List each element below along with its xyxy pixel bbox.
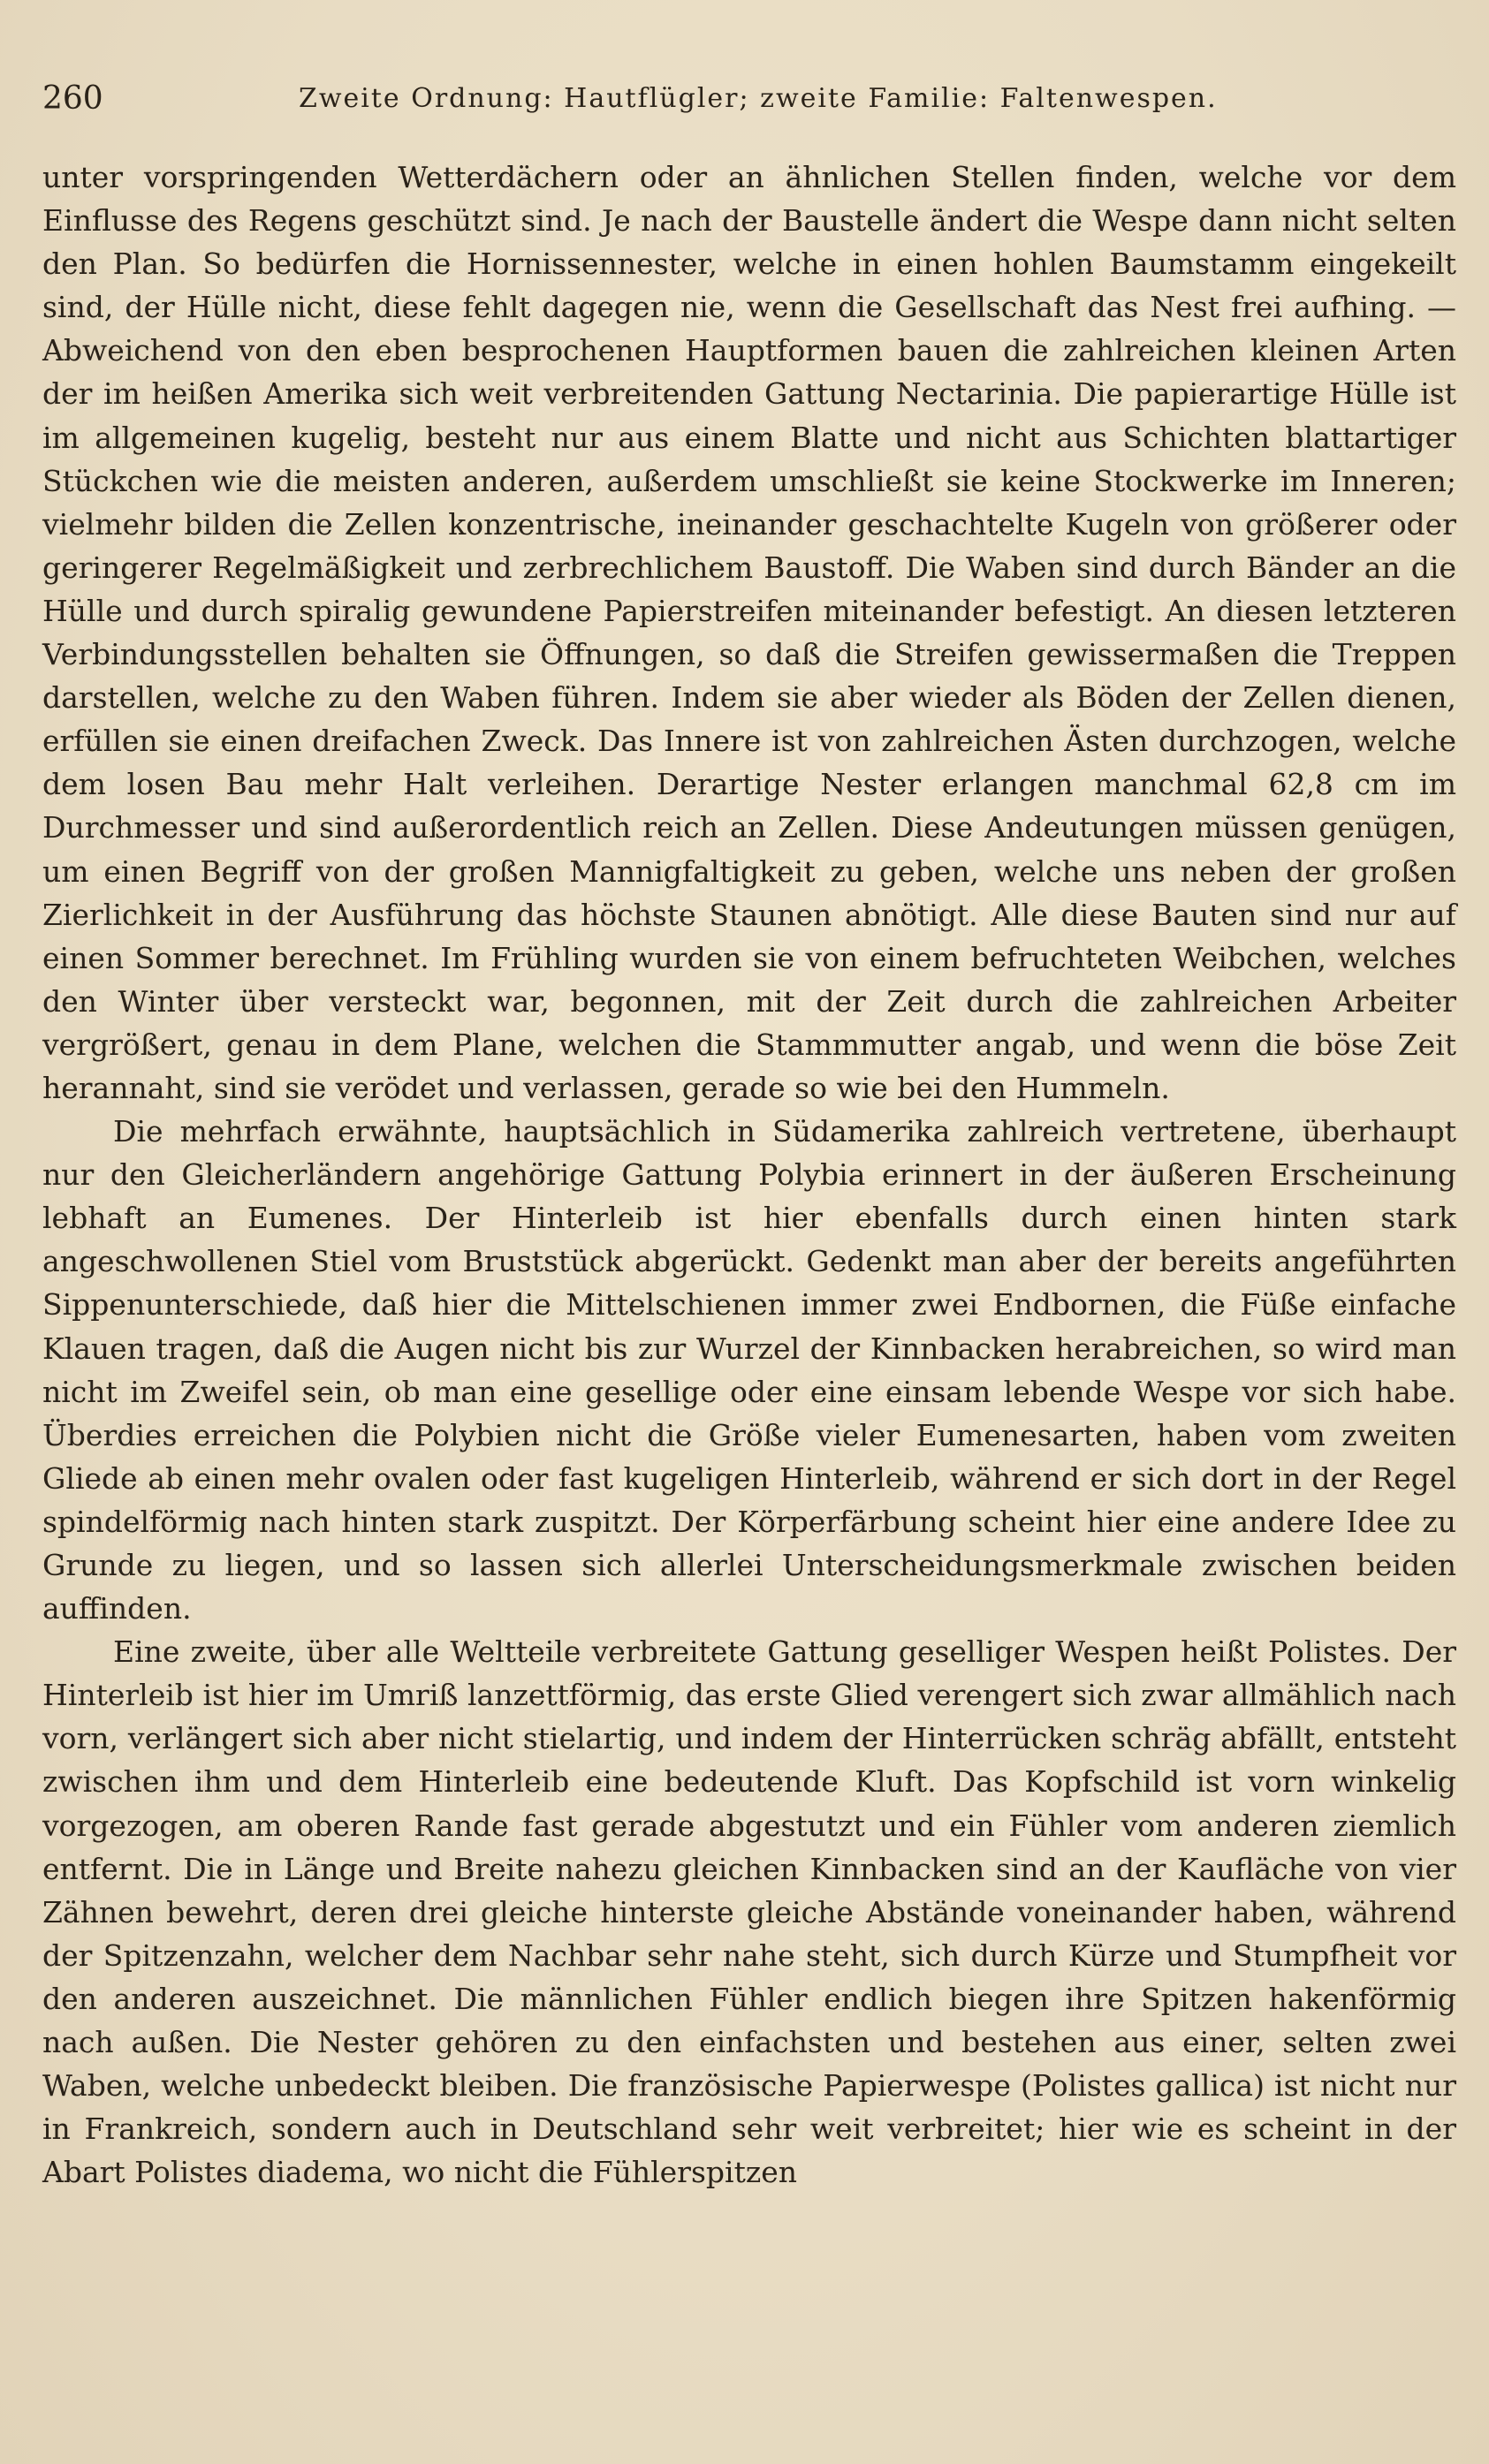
paragraph: Die mehrfach erwähnte, hauptsächlich in Südamerika zahlreich vertretene, überhaupt nur den Gleicherländern angehörige Gattung Polybia erinnert in der äußeren Erscheinung lebhaft an Eumenes. Der Hinterleib ist hier ebenfalls durch einen hinten stark angeschwollenen Stiel vom Bruststück abgerückt. Gedenkt man aber der bereits angeführten Sippenunterschiede, daß hier die Mittelschienen immer zwei Endbornen, die Füße einfache Klauen tragen, daß die Augen nicht bis zur Wurzel der Kinnbacken herabreichen, so wird man nicht im Zweifel sein, ob man eine gesellige oder eine einsam lebende Wespe vor sich habe. Überdies erreichen die Polybien nicht die Größe vieler Eumenesarten, haben vom zweiten Gliede ab einen mehr ovalen oder fast kugeligen Hinterleib, während er sich dort in der Regel spindelförmig nach hinten stark zuspitzt. Der Körperfärbung scheint hier eine andere Idee zu Grunde zu liegen, und so lassen sich allerlei Unterscheidungsmerkmale zwischen beiden auffinden. xyxy=(42,1114,1456,1626)
paragraph: Eine zweite, über alle Weltteile verbreitete Gattung geselliger Wespen heißt Polistes. Der Hinterleib ist hier im Umriß lanzettförmig, das erste Glied verengert sich zwar allmählich nach vorn, verlängert sich aber nicht stielartig, und indem der Hinterrücken schräg abfällt, entsteht zwischen ihm und dem Hinterleib eine bedeutende Kluft. Das Kopfschild ist vorn winkelig vorgezogen, am oberen Rande fast gerade abgestutzt und ein Fühler vom anderen ziemlich entfernt. Die in Länge und Breite nahezu gleichen Kinnbacken sind an der Kaufläche von vier Zähnen bewehrt, deren drei gleiche hinterste gleiche Abstände voneinander haben, während der Spitzenzahn, welcher dem Nachbar sehr nahe steht, sich durch Kürze und Stumpfheit vor den anderen auszeichnet. Die männlichen Fühler endlich biegen ihre Spitzen hakenförmig nach außen. Die Nester gehören zu den einfachsten und bestehen aus einer, selten zwei Waben, welche unbedeckt bleiben. Die französische Papierwespe (Polistes gallica) ist nicht nur in Frankreich, sondern auch in Deutschland sehr weit verbreitet; hier wie es scheint in der Abart Polistes diadema, wo nicht die Fühlerspitzen xyxy=(42,1634,1456,2190)
body-text xyxy=(42,155,1456,2194)
running-head: Zweite Ordnung: Hautflügler; zweite Familie: Faltenwespen. xyxy=(299,83,1218,114)
page-number: 260 xyxy=(42,80,103,117)
paragraph: unter vorspringenden Wetterdächern oder an ähnlichen Stellen finden, welche vor dem Einflusse des Regens geschützt sind. Je nach der Baustelle ändert die Wespe dann nicht selten den Plan. So bedürfen die Hornissennester, welche in einen hohlen Baumstamm eingekeilt sind, der Hülle nicht, diese fehlt dagegen nie, wenn die Gesellschaft das Nest frei aufhing. — Abweichend von den eben besprochenen Hauptformen bauen die zahlreichen kleinen Arten der im heißen Amerika sich weit verbreitenden Gattung Nectarinia. Die papierartige Hülle ist im allgemeinen kugelig, besteht nur aus einem Blatte und nicht aus Schichten blattartiger Stückchen wie die meisten anderen, außerdem umschließt sie keine Stockwerke im Inneren; vielmehr bilden die Zellen konzentrische, ineinander geschachtelte Kugeln von größerer oder geringerer Regelmäßigkeit und zerbrechlichem Baustoff. Die Waben sind durch Bänder an die Hülle und durch spiralig gewundene Papierstreifen miteinander befestigt. An diesen letzteren Verbindungsstellen behalten sie Öffnungen, so daß die Streifen gewissermaßen die Treppen darstellen, welche zu den Waben führen. Indem sie aber wieder als Böden der Zellen dienen, erfüllen sie einen dreifachen Zweck. Das Innere ist von zahlreichen Ästen durchzogen, welche dem losen Bau mehr Halt verleihen. Derartige Nester erlangen manchmal 62,8 cm im Durchmesser und sind außerordentlich reich an Zellen. Diese Andeutungen müssen genügen, um einen Begriff von der großen Mannigfaltigkeit zu geben, welche uns neben der großen Zierlichkeit in der Ausführung das höchste Staunen abnötigt. Alle diese Bauten sind nur auf einen Sommer berechnet. Im Frühling wurden sie von einem befruchteten Weibchen, welches den Winter über versteckt war, begonnen, mit der Zeit durch die zahlreichen Arbeiter vergrößert, genau in dem Plane, welchen die Stammmutter angab, und wenn die böse Zeit herannaht, sind sie verödet und verlassen, gerade so wie bei den Hummeln. xyxy=(42,160,1456,1105)
page-header xyxy=(42,78,1456,120)
